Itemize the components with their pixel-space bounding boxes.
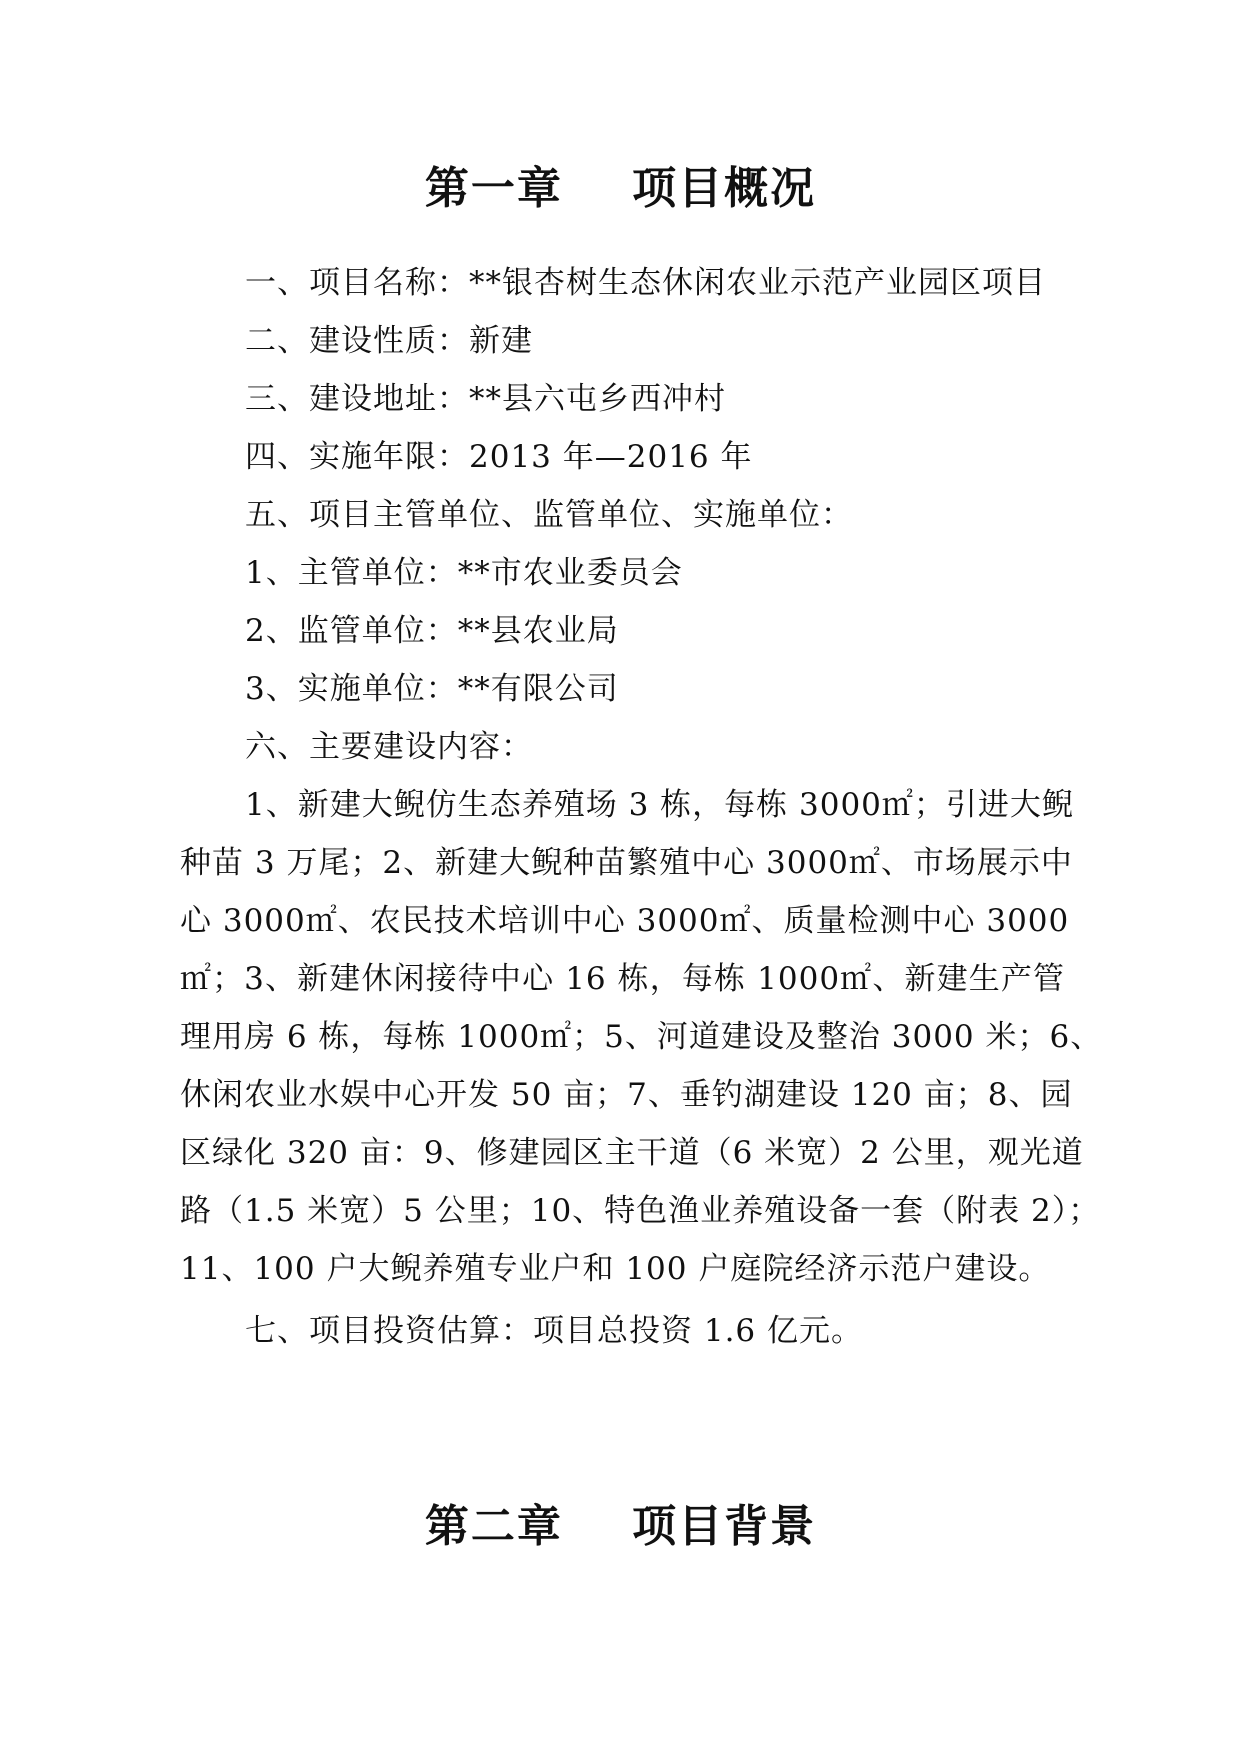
content-line-1: 1、新建大鲵仿生态养殖场 3 栋，每栋 3000㎡；引进大鲵 [245, 787, 1074, 823]
item-main-content-heading: 六、主要建设内容： [245, 729, 533, 765]
content-line-6: 休闲农业水娱中心开发 50 亩；7、垂钓湖建设 120 亩；8、园 [180, 1077, 1073, 1113]
item-project-name: 一、项目名称：**银杏树生态休闲农业示范产业园区项目 [245, 265, 1046, 301]
item-units-heading: 五、项目主管单位、监管单位、实施单位： [245, 497, 853, 533]
item-construction-nature: 二、建设性质：新建 [245, 323, 533, 359]
content-line-9: 11、100 户大鲵养殖专业户和 100 户庭院经济示范户建设。 [180, 1251, 1051, 1287]
item-implementation-period: 四、实施年限：2013 年—2016 年 [245, 439, 753, 475]
content-line-8: 路（1.5 米宽）5 公里；10、特色渔业养殖设备一套（附表 2）； [180, 1193, 1101, 1229]
content-line-2: 种苗 3 万尾；2、新建大鲵种苗繁殖中心 3000㎡、市场展示中 [180, 845, 1073, 881]
chapter-2-title: 第二章 项目背景 [424, 1501, 817, 1552]
item-construction-address: 三、建设地址：**县六屯乡西冲村 [245, 381, 726, 417]
chapter-1-title: 第一章 项目概况 [424, 163, 817, 214]
sub-item-monitoring-unit: 2、监管单位：**县农业局 [245, 613, 619, 649]
content-line-5: 理用房 6 栋，每栋 1000㎡；5、河道建设及整治 3000 米；6、 [180, 1019, 1103, 1055]
content-line-7: 区绿化 320 亩：9、修建园区主干道（6 米宽）2 公里，观光道 [180, 1135, 1084, 1171]
item-investment-estimate: 七、项目投资估算：项目总投资 1.6 亿元。 [245, 1313, 864, 1349]
content-line-3: 心 3000㎡、农民技术培训中心 3000㎡、质量检测中心 3000 [180, 903, 1070, 939]
sub-item-implementing-unit: 3、实施单位：**有限公司 [245, 671, 619, 707]
content-line-4: ㎡；3、新建休闲接待中心 16 栋，每栋 1000㎡、新建生产管 [180, 961, 1065, 997]
sub-item-supervising-unit: 1、主管单位：**市农业委员会 [245, 555, 683, 591]
